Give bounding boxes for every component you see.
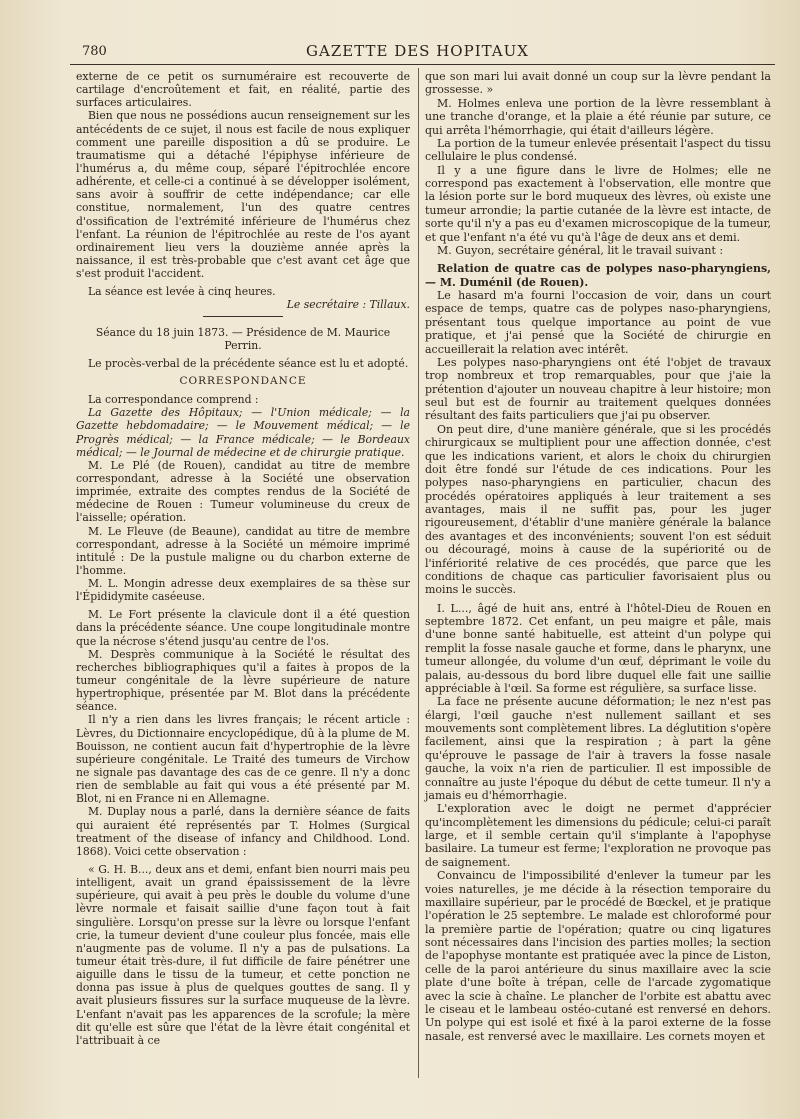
correspondence-heading: CORRESPONDANCE xyxy=(179,374,307,387)
section-rule xyxy=(203,316,283,317)
paragraph: externe de ce petit os surnuméraire est recouverte de cartilage d'encroûtement et fait, en réalité, partie des surfaces articulaires. xyxy=(76,70,410,110)
paragraph: M. Duplay nous a parlé, dans la dernière séance de faits qui auraient été représentés par T. Holmes (Surgical treatment of the disease of infancy and Childhood. Lond. 1868). Voici cette observation : xyxy=(76,805,410,858)
seance-heading: Séance du 18 juin 1873. — Présidence de M. Maurice Perrin. xyxy=(95,325,391,352)
paragraph: « G. H. B..., deux ans et demi, enfant bien nourri mais peu intelligent, avait un grand épaississement de la lèvre supérieure, qui avait à peu près le double du volume d'une lèvre normale et faisait saillie d'une façon tout à fait singulière. Lorsqu'on presse sur la lèvre ou lorsque l'enfant crie, la tumeur devient d'une couleur plus foncée, mais elle n'augmente pas de volume. Il n'y a pas de pulsations. La tumeur était très-dure, il fut difficile de faire pénétrer une aiguille dans le tissu de la tumeur, et cette ponction ne donna pas issue à plus de quelques gouttes de sang. Il y avait plusieurs fissures sur la surface muqueuse de la lèvre. L'enfant n'avait pas les apparences de la scrofule; la mère dit qu'elle est sûre que l'état de la lèvre était congénital et l'attribuait à ce xyxy=(76,863,410,1047)
page-header xyxy=(60,38,775,62)
paragraph: I. L..., âgé de huit ans, entré à l'hôtel-Dieu de Rouen en septembre 1872. Cet enfant, un peu maigre et pâle, mais d'une bonne santé habituelle, est atteint d'un polype qui remplit la fosse nasale gauche et forme, dans le pharynx, une tumeur allongée, du volume d'un œuf, déprimant le voile du palais, au-dessous du bord libre duquel elle fait une saillie appréciable à l'œil. Sa forme est régulière, sa surface lisse. xyxy=(425,601,771,695)
paragraph: M. Le Fleuve (de Beaune), candidat au titre de membre correspondant, adresse à la Société un mémoire imprimé intitulé : De la pustule maligne ou du charbon externe de l'homme. xyxy=(76,524,410,577)
left-column xyxy=(76,70,410,1047)
paragraph: que son mari lui avait donné un coup sur la lèvre pendant la grossesse. » xyxy=(425,70,771,97)
paragraph: Le procès-verbal de la précédente séance est lu et adopté. xyxy=(88,356,409,370)
paragraph: M. Guyon, secrétaire général, lit le travail suivant : xyxy=(437,243,724,257)
paragraph: On peut dire, d'une manière générale, que si les procédés chirurgicaux se multiplient pour une affection donnée, c'est que les indications varient, et alors le choix du chirurgien doit être fondé sur l'étude de ces indications. Pour les polypes naso-pharyngiens en particulier, chacun des procédés opératoires appliqués à leur traitement a ses avantages, mais il ne suffit pas, pour les juger rigoureusement, d'établir d'une manière générale la balance des avantages et des inconvénients; souvent l'on est séduit ou découragé, moins à cause de la supériorité ou de l'infériorité relative de ces procédés, que parce que les conditions de chaque cas particulier favorisaient plus ou moins le succès. xyxy=(425,422,771,597)
paragraph: Les polypes naso-pharyngiens ont été l'objet de travaux trop nombreux et trop remarquables, pour que j'aie la prétention d'ajouter un nouveau chapitre à leur histoire; mon seul but est de fournir au traitement quelques données résultant des faits particuliers que j'ai pu observer. xyxy=(425,355,771,423)
paragraph: M. L. Mongin adresse deux exemplaires de sa thèse sur l'Épididymite caséeuse. xyxy=(76,577,410,604)
secretary-signature: Le secrétaire : Tillaux. xyxy=(286,298,410,312)
paragraph: Le hasard m'a fourni l'occasion de voir, dans un court espace de temps, quatre cas de polypes naso-pharyngiens, présentant tous quelque importance au point de vue pratique, et j'ai pensé que la Société de chirurgie en accueillerait la relation avec intérêt. xyxy=(425,289,771,356)
column-divider xyxy=(418,68,419,1078)
paragraph: La Gazette des Hôpitaux; — l'Union médicale; — la Gazette hebdomadaire; — le Mouvement médical; — le Progrès médical; — la France médicale; — le Bordeaux médical; — le Journal de médecine et de chirurgie pratique. xyxy=(76,406,410,459)
paragraph: L'exploration avec le doigt ne permet d'apprécier qu'incomplètement les dimensions du pédicule; celui-ci paraît large, et il semble certain qu'il s'implante à l'apophyse basilaire. La tumeur est ferme; l'exploration ne provoque pas de saignement. xyxy=(425,802,771,869)
article-title: Relation de quatre cas de polypes naso-pharyngiens, — M. Duménil (de Rouen). xyxy=(425,262,771,289)
paragraph: La séance est levée à cinq heures. xyxy=(88,285,276,299)
paragraph: Convaincu de l'impossibilité d'enlever la tumeur par les voies naturelles, je me décide à la résection temporaire du maxillaire supérieur, par le procédé de Bœckel, et je pratique l'opération le 25 septembre. Le malade est chloroformé pour la première partie de l'opération; quatre ou cinq ligatures sont nécessaires dans l'incision des parties molles; la section de l'apophyse montante est pratiquée avec la pince de Liston, celle de la paroi antérieure du sinus maxillaire avec la scie plate d'une boîte à trépan, celle de l'arcade zygomatique avec la scie à chaîne. Le plancher de l'orbite est abattu avec le ciseau et le lambeau ostéo-cutané est renversé en dehors. Un polype qui est isolé et fixé à la paroi externe de la fosse nasale, est renversé avec le maxillaire. Les cornets moyen et xyxy=(425,869,771,1043)
right-column xyxy=(425,70,771,1043)
paragraph: La portion de la tumeur enlevée présentait l'aspect du tissu cellulaire le plus condensé. xyxy=(425,136,771,164)
paragraph: La correspondance comprend : xyxy=(88,393,259,407)
running-title: GAZETTE DES HOPITAUX xyxy=(306,42,529,60)
paragraph: M. Holmes enleva une portion de la lèvre ressemblant à une tranche d'orange, et la plaie a été réunie par suture, ce qui arrêta l'hémorrhagie, qui était d'ailleurs légère. xyxy=(425,96,771,137)
paragraph: Il n'y a rien dans les livres français; le récent article : Lèvres, du Dictionnaire encyclopédique, dû à la plume de M. Bouisson, ne contient aucun fait d'hypertrophie de la lèvre supérieure congénitale. Le Traité des tumeurs de Virchow ne signale pas davantage des cas de ce genre. Il n'y a donc rien de semblable au fait qui vous a été présenté par M. Blot, ni en France ni en Allemagne. xyxy=(76,713,410,806)
paragraph: Il y a une figure dans le livre de Holmes; elle ne correspond pas exactement à l'observation, elle montre que la lésion porte sur le bord muqueux des lèvres, où existe une tumeur arrondie; la partie cutanée de la lèvre est intacte, de sorte qu'il n'y a pas eu d'examen microscopique de la tumeur, et que l'enfant n'a été vu qu'à l'âge de deux ans et demi. xyxy=(425,163,771,244)
page-number: 780 xyxy=(82,44,107,59)
paragraph: M. Desprès communique à la Société le résultat des recherches bibliographiques qu'il a faites à propos de la tumeur congénitale de la lèvre supérieure de nature hypertrophique, présentée par M. Blot dans la précédente séance. xyxy=(76,647,410,714)
paragraph: Bien que nous ne possédions aucun renseignement sur les antécédents de ce sujet, il nous est facile de nous expliquer comment une pareille disposition a dû se produire. Le traumatisme qui a détaché l'épiphyse inférieure de l'humérus a, du même coup, séparé l'épitrochlée encore adhérente, et celle-ci a continué à se développer isolément, sans avoir à souffrir de cette indépendance; car elle constitue, normalement, l'un des quatre centres d'ossification de l'extrémité inférieure de l'humérus chez l'enfant. La réunion de l'épitrochlée au reste de l'os ayant ordinairement lieu vers la douzième année après la naissance, il est très-probable que c'est avant cet âge que s'est produit l'accident. xyxy=(76,109,410,281)
paragraph: M. Le Plé (de Rouen), candidat au titre de membre correspondant, adresse à la Société une observation imprimée, extraite des comptes rendus de la Société de médecine de Rouen : Tumeur volumineuse du creux de l'aisselle; opération. xyxy=(76,458,410,525)
header-rule xyxy=(70,64,775,65)
paragraph: La face ne présente aucune déformation; le nez n'est pas élargi, l'œil gauche n'est nullement saillant et ses mouvements sont complètement libres. La déglutition s'opère facilement, ainsi que la respiration ; à part la gêne qu'éprouve le passage de l'air à travers la fosse nasale gauche, la voix n'a rien de particulier. Il est impossible de connaître au juste l'époque du début de cette tumeur. Il n'y a jamais eu d'hémorrhagie. xyxy=(425,695,771,802)
paragraph: M. Le Fort présente la clavicule dont il a été question dans la précédente séance. Une coupe longitudinale montre que la nécrose s'étend jusqu'au centre de l'os. xyxy=(76,608,410,648)
